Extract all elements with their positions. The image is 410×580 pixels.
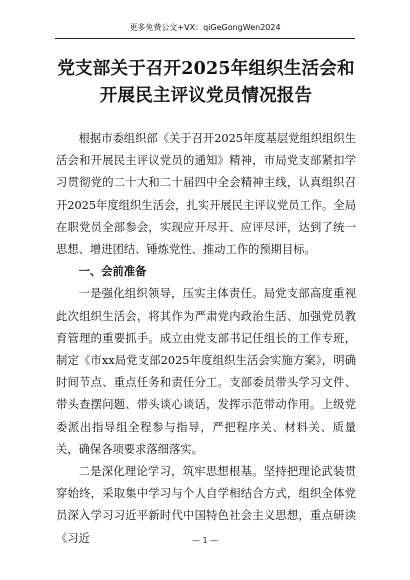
- section-heading: 一、会前准备: [78, 265, 147, 279]
- header-divider: [55, 38, 355, 39]
- header-banner: 更多免费公文+VX：qiGeGongWen2024: [129, 23, 281, 32]
- page-number: — 1 —: [191, 536, 219, 545]
- intro-paragraph: 根据市委组织部《关于召开2025年度基层党组织组织生活会和开展民主评议党员的通知》精神，市局党支部紧扣学习贯彻党的二十大和二十届四中全会精神主线，认真组织召开2025年度组织生活会，扎实开展民主评议党员工作。全局在职党员全部参会，实现应开尽开、应评尽评，达到了统一思想、增进团结、锤炼党性、推动工作的预期目标。: [56, 132, 356, 257]
- document-body: [56, 128, 356, 550]
- section-paragraph-2: 二是深化理论学习，筑牢思想根基。坚持把理论武装贯穿始终，采取集中学习与个人自学相结合方式，组织全体党员深入学习习近平新时代中国特色社会主义思想，重点研读《习近: [56, 465, 356, 545]
- document-title: 党支部关于召开2025年组织生活会和开展民主评议党员情况报告: [57, 59, 355, 106]
- section-paragraph-1: 一是强化组织领导，压实主体责任。局党支部高度重视此次组织生活会，将其作为严肃党内政治生活、加强党员教育管理的重要抓手。成立由党支部书记任组长的工作专班，制定《市xx局党支部2025年度组织生活会实施方案》，明确时间节点、重点任务和责任分工。支部委员带头学习文件、带头查摆问题、带头谈心谈话，发挥示范带动作用。上级党委派出指导组全程参与指导，严把程序关、材料关、质量关，确保各项要求落细落实。: [56, 287, 356, 456]
